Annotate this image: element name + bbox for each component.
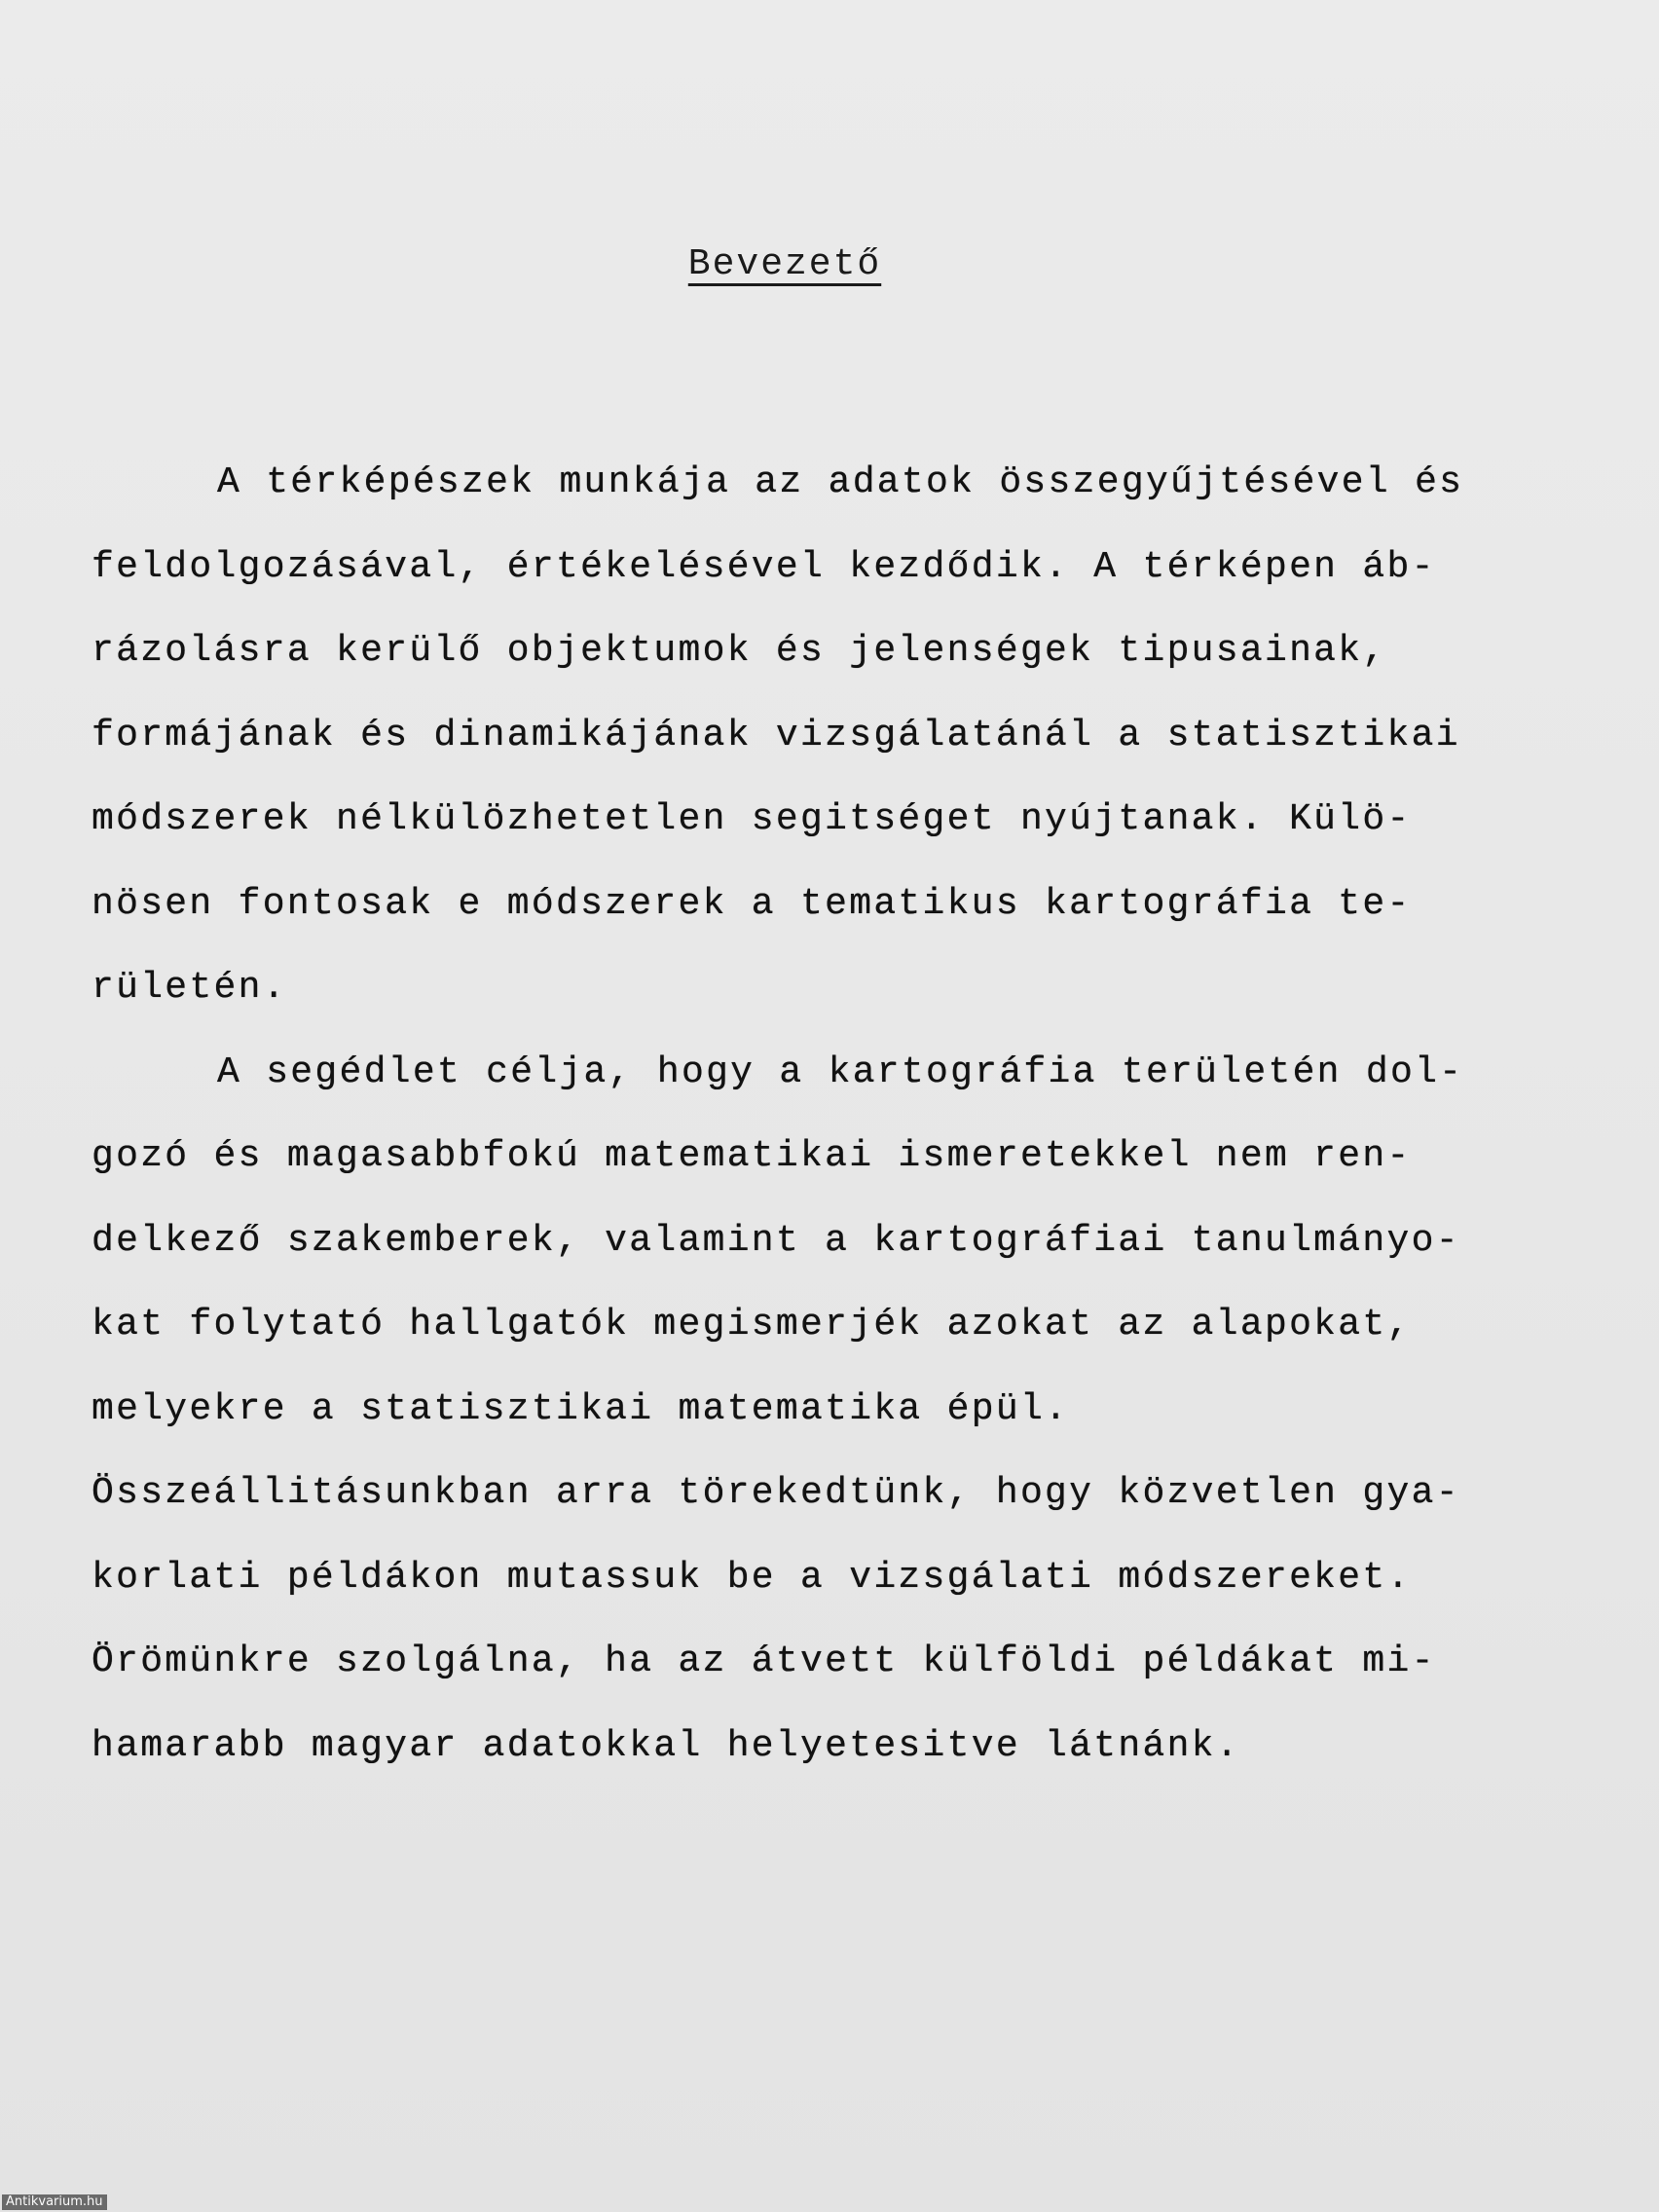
text-line: A segédlet célja, hogy a kartográfia területén dol- [217, 1051, 1464, 1093]
text-line: hamarabb magyar adatokkal helyetesitve látnánk. [92, 1724, 1240, 1767]
text-line: rületén. [92, 967, 287, 1009]
text-line: korlati példákon mutassuk be a vizsgálati módszereket. [92, 1556, 1412, 1599]
text-line: formájának és dinamikájának vizsgálatánál a statisztikai [92, 714, 1460, 756]
text-line: Összeállitásunkban arra törekedtünk, hogy közvetlen gya- [92, 1472, 1460, 1514]
text-line: kat folytató hallgatók megismerjék azokat az alapokat, [92, 1304, 1412, 1346]
text-line: rázolásra kerülő objektumok és jelenségek tipusainak, [92, 630, 1387, 672]
watermark: Antikvarium.hu [2, 2194, 107, 2210]
body-text [92, 454, 1532, 1801]
text-line: A térképészek munkája az adatok összegyűjtésével és [217, 461, 1464, 503]
text-line: feldolgozásával, értékelésével kezdődik. A térképen áb- [92, 545, 1436, 588]
text-line: gozó és magasabbfokú matematikai ismeretekkel nem ren- [92, 1135, 1412, 1177]
text-line: módszerek nélkülözhetetlen segitséget nyújtanak. Külö- [92, 798, 1412, 840]
text-line: melyekre a statisztikai matematika épül. [92, 1387, 1070, 1430]
page-title: Bevezető [687, 243, 882, 285]
text-line: Örömünkre szolgálna, ha az átvett külföldi példákat mi- [92, 1641, 1436, 1682]
text-line: delkező szakemberek, valamint a kartográfiai tanulmányo- [92, 1219, 1460, 1262]
text-line: nösen fontosak e módszerek a tematikus kartográfia te- [92, 882, 1412, 925]
